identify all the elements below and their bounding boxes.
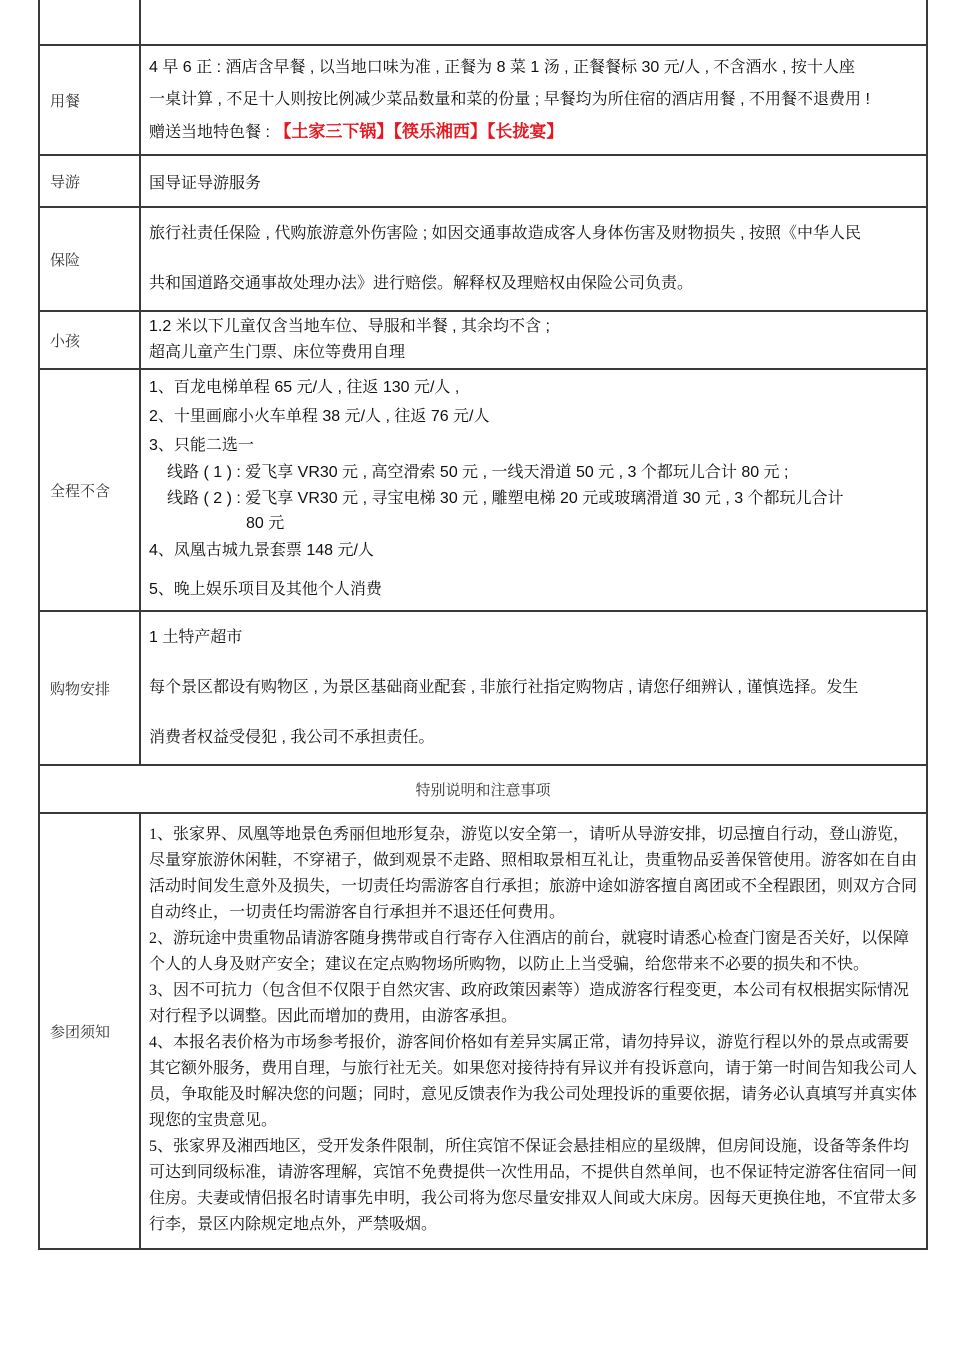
guide-content: 国导证导游服务 (140, 155, 927, 207)
exclusion-item-5: 5、晚上娱乐项目及其他个人消费 (149, 580, 382, 598)
children-line-1: 1.2 米以下儿童仅含当地车位、导服和半餐 , 其余均不含 ; (149, 318, 550, 335)
exclusion-route-2-cont: 80 元 (246, 514, 285, 532)
special-heading-row (39, 765, 927, 813)
note-paragraph-2: 2、游玩途中贵重物品请游客随身携带或自行寄存入住酒店的前台，就寝时请悉心检查门窗是否关好，以保障个人的人身及财产安全；建议在定点购物场所购物，以防止上当受骗，给您带来不必要的损失和不快。 (149, 930, 910, 973)
note-paragraph-1: 1、张家界、凤凰等地景色秀丽但地形复杂，游览以安全第一，请听从导游安排，切忌擅自行动，登山游览，尽量穿旅游休闲鞋，不穿裙子，做到观景不走路、照相取景相互礼让，贵重物品妥善保管使用。游客如在自由活动时间发生意外及损失，一切责任均需游客自行承担；旅游中途如游客擅自离团或不全程跟团，则双方合同自动终止，一切责任均需游客自行承担并不退还任何费用。 (149, 826, 918, 921)
insurance-line-2: 共和国道路交通事故处理办法》进行赔偿。解释权及理赔权由保险公司负责。 (149, 275, 694, 292)
insurance-label: 保险 (39, 207, 140, 311)
note-paragraph-4: 4、本报名表价格为市场参考报价，游客间价格如有差异实属正常，请勿持异议，游览行程以外的景点或需要其它额外服务，费用自理，与旅行社无关。如果您对接待持有异议并有投诉意向，请于第一时间告知我公司人员，争取能及时解决您的问题；同时，意见反馈表作为我公司处理投诉的重要依据，请务必认真填写并真实体现您的宝贵意见。 (149, 1034, 918, 1129)
meals-row (39, 45, 927, 155)
shopping-content (140, 611, 927, 765)
exclusion-route-1: 线路 ( 1 ) : 爱飞享 VR30 元 , 高空滑索 50 元 , 一线天滑道 50 元 , 3 个都玩儿合计 80 元 ; (167, 463, 789, 481)
note-paragraph-5: 5、张家界及湘西地区，受开发条件限制，所住宾馆不保证会悬挂相应的星级牌，但房间设施，设备等条件均可达到同级标准，请游客理解，宾馆不免费提供一次性用品，不提供自然单间，也不保证特定游客住宿同一间住房。夫妻或情侣报名时请事先申明，我公司将为您尽量安排双人间或大床房。因每天更换住地，不宜带太多行李，景区内除规定地点外，严禁吸烟。 (149, 1138, 918, 1233)
children-row (39, 311, 927, 369)
itinerary-table (38, 0, 928, 1250)
meals-line-1: 4 早 6 正 : 酒店含早餐 , 以当地口味为准 , 正餐为 8 菜 1 汤 , 正餐餐标 30 元/人 , 不含酒水 , 按十人座 (149, 58, 855, 76)
meals-content (140, 45, 927, 155)
empty-label-cell (39, 0, 140, 45)
exclusion-route-2: 线路 ( 2 ) : 爱飞享 VR30 元 , 寻宝电梯 30 元 , 雕塑电梯 20 元或玻璃滑道 30 元 , 3 个都玩儿合计 (167, 489, 844, 507)
shopping-label: 购物安排 (39, 611, 140, 765)
guide-label: 导游 (39, 155, 140, 207)
gift-item-kuaile: 【筷乐湘西】 (393, 121, 487, 141)
note-paragraph-3: 3、因不可抗力（包含但不仅限于自然灾害、政府政策因素等）造成游客行程变更，本公司有权根据实际情况对行程予以调整。因此而增加的费用，由游客承担。 (149, 982, 910, 1025)
children-label: 小孩 (39, 311, 140, 369)
exclusion-item-3: 3、只能二选一 (149, 436, 254, 454)
insurance-line-1: 旅行社责任保险 , 代购旅游意外伤害险 ; 如因交通事故造成客人身体伤害及财物损失 , 按照《中华人民 (149, 225, 862, 242)
meals-label: 用餐 (39, 45, 140, 155)
meals-gift-line (149, 116, 920, 149)
shopping-line-3: 消费者权益受侵犯 , 我公司不承担责任。 (149, 729, 435, 746)
exclusions-content (140, 369, 927, 611)
guide-row (39, 155, 927, 207)
children-content (140, 311, 927, 369)
meals-line-2: 一桌计算 , 不足十人则按比例减少菜品数量和菜的份量 ; 早餐均为所住宿的酒店用餐 , 不用餐不退费用 ! (149, 90, 870, 108)
shopping-row (39, 611, 927, 765)
gift-prefix: 赠送当地特色餐 : (149, 123, 275, 141)
exclusions-label: 全程不含 (39, 369, 140, 611)
gift-item-tujia: 【土家三下锅】 (274, 121, 394, 141)
exclusion-item-2: 2、十里画廊小火车单程 38 元/人 , 往返 76 元/人 (149, 407, 490, 425)
shopping-line-2: 每个景区都设有购物区 , 为景区基础商业配套 , 非旅行社指定购物店 , 请您仔细辨认 , 谨慎选择。发生 (149, 679, 859, 696)
exclusion-item-1: 1、百龙电梯单程 65 元/人 , 往返 130 元/人 , (149, 378, 460, 396)
notes-content (140, 813, 927, 1249)
exclusions-row (39, 369, 927, 611)
notes-row (39, 813, 927, 1249)
shopping-line-1: 1 土特产超市 (149, 629, 243, 646)
insurance-content (140, 207, 927, 311)
insurance-row (39, 207, 927, 311)
notes-label: 参团须知 (39, 813, 140, 1249)
children-line-2: 超高儿童产生门票、床位等费用自理 (149, 344, 406, 361)
empty-content-cell (140, 0, 927, 45)
empty-row (39, 0, 927, 45)
exclusion-item-4: 4、凤凰古城九景套票 148 元/人 (149, 541, 374, 559)
gift-item-changlong: 【长拢宴】 (486, 121, 564, 141)
special-heading: 特别说明和注意事项 (39, 765, 927, 813)
